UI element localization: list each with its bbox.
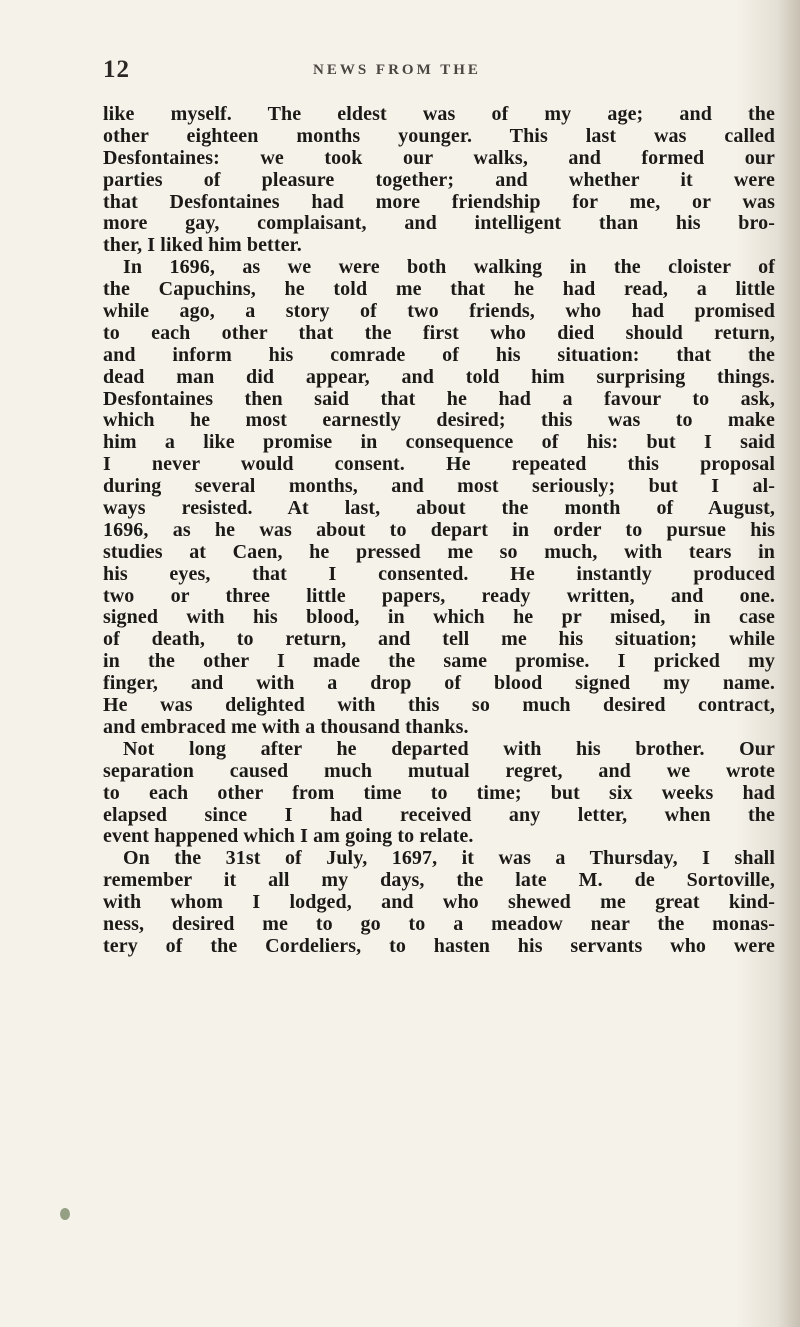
- text-line: his eyes, that I consented. He instantly produced: [103, 562, 775, 585]
- text-line: to each other from time to time; but six weeks had: [103, 781, 775, 804]
- text-line: elapsed since I had received any letter, when the: [103, 803, 775, 826]
- text-line: that Desfontaines had more friendship for me, or was: [103, 190, 775, 213]
- text-line: I never would consent. He repeated this proposal: [103, 453, 775, 476]
- text-line: like myself. The eldest was of my age; and the: [103, 103, 775, 125]
- text-line: of death, to return, and tell me his situation; while: [103, 628, 775, 651]
- text-line: ways resisted. At last, about the month of August,: [103, 497, 775, 520]
- text-line: 1696, as he was about to depart in order to pursue his: [103, 518, 775, 541]
- page-edge-shadow: [778, 0, 800, 1327]
- text-line: Desfontaines then said that he had a favour to ask,: [103, 387, 775, 410]
- text-line: parties of pleasure together; and whether it were: [103, 168, 775, 191]
- running-head: [103, 56, 763, 90]
- text-line: signed with his blood, in which he pr mised, in case: [103, 606, 775, 629]
- paragraph-start-line: Not long after he departed with his brother. Our: [123, 737, 775, 760]
- text-line: Desfontaines: we took our walks, and formed our: [103, 146, 775, 169]
- text-line: to each other that the first who died should return,: [103, 321, 775, 344]
- text-line: ther, I liked him better.: [103, 234, 302, 257]
- page-number: 12: [103, 56, 130, 83]
- text-line: which he most earnestly desired; this was to make: [103, 409, 775, 432]
- text-line: finger, and with a drop of blood signed my name.: [103, 672, 775, 695]
- text-line: event happened which I am going to relate.: [103, 825, 474, 848]
- running-head-title: NEWS FROM THE: [313, 62, 481, 78]
- text-line: in the other I made the same promise. I pricked my: [103, 650, 775, 673]
- text-line: dead man did appear, and told him surprising things.: [103, 365, 775, 388]
- text-line: more gay, complaisant, and intelligent than his bro-: [103, 212, 775, 235]
- text-line: with whom I lodged, and who shewed me great kind-: [103, 891, 775, 914]
- text-line: the Capuchins, he told me that he had read, a little: [103, 278, 775, 301]
- text-line: other eighteen months younger. This last was called: [103, 124, 775, 147]
- text-line: and embraced me with a thousand thanks.: [103, 715, 469, 738]
- text-line: remember it all my days, the late M. de Sortoville,: [103, 869, 775, 892]
- text-line: ness, desired me to go to a meadow near the monas-: [103, 912, 775, 935]
- paper-stain: [60, 1208, 70, 1220]
- text-line: during several months, and most seriously; but I al-: [103, 475, 775, 498]
- text-line: two or three little papers, ready written, and one.: [103, 584, 775, 607]
- text-line: him a like promise in consequence of his: but I said: [103, 431, 775, 454]
- body-text: [103, 104, 775, 958]
- text-line: studies at Caen, he pressed me so much, with tears in: [103, 540, 775, 563]
- text-line: separation caused much mutual regret, and we wrote: [103, 759, 775, 782]
- text-line: while ago, a story of two friends, who had promised: [103, 300, 775, 323]
- text-line: tery of the Cordeliers, to hasten his servants who were: [103, 934, 775, 957]
- text-line: He was delighted with this so much desired contract,: [103, 694, 775, 717]
- paragraph-start-line: On the 31st of July, 1697, it was a Thursday, I shall: [123, 847, 775, 870]
- paragraph-start-line: In 1696, as we were both walking in the cloister of: [123, 256, 775, 279]
- text-line: and inform his comrade of his situation: that the: [103, 343, 775, 366]
